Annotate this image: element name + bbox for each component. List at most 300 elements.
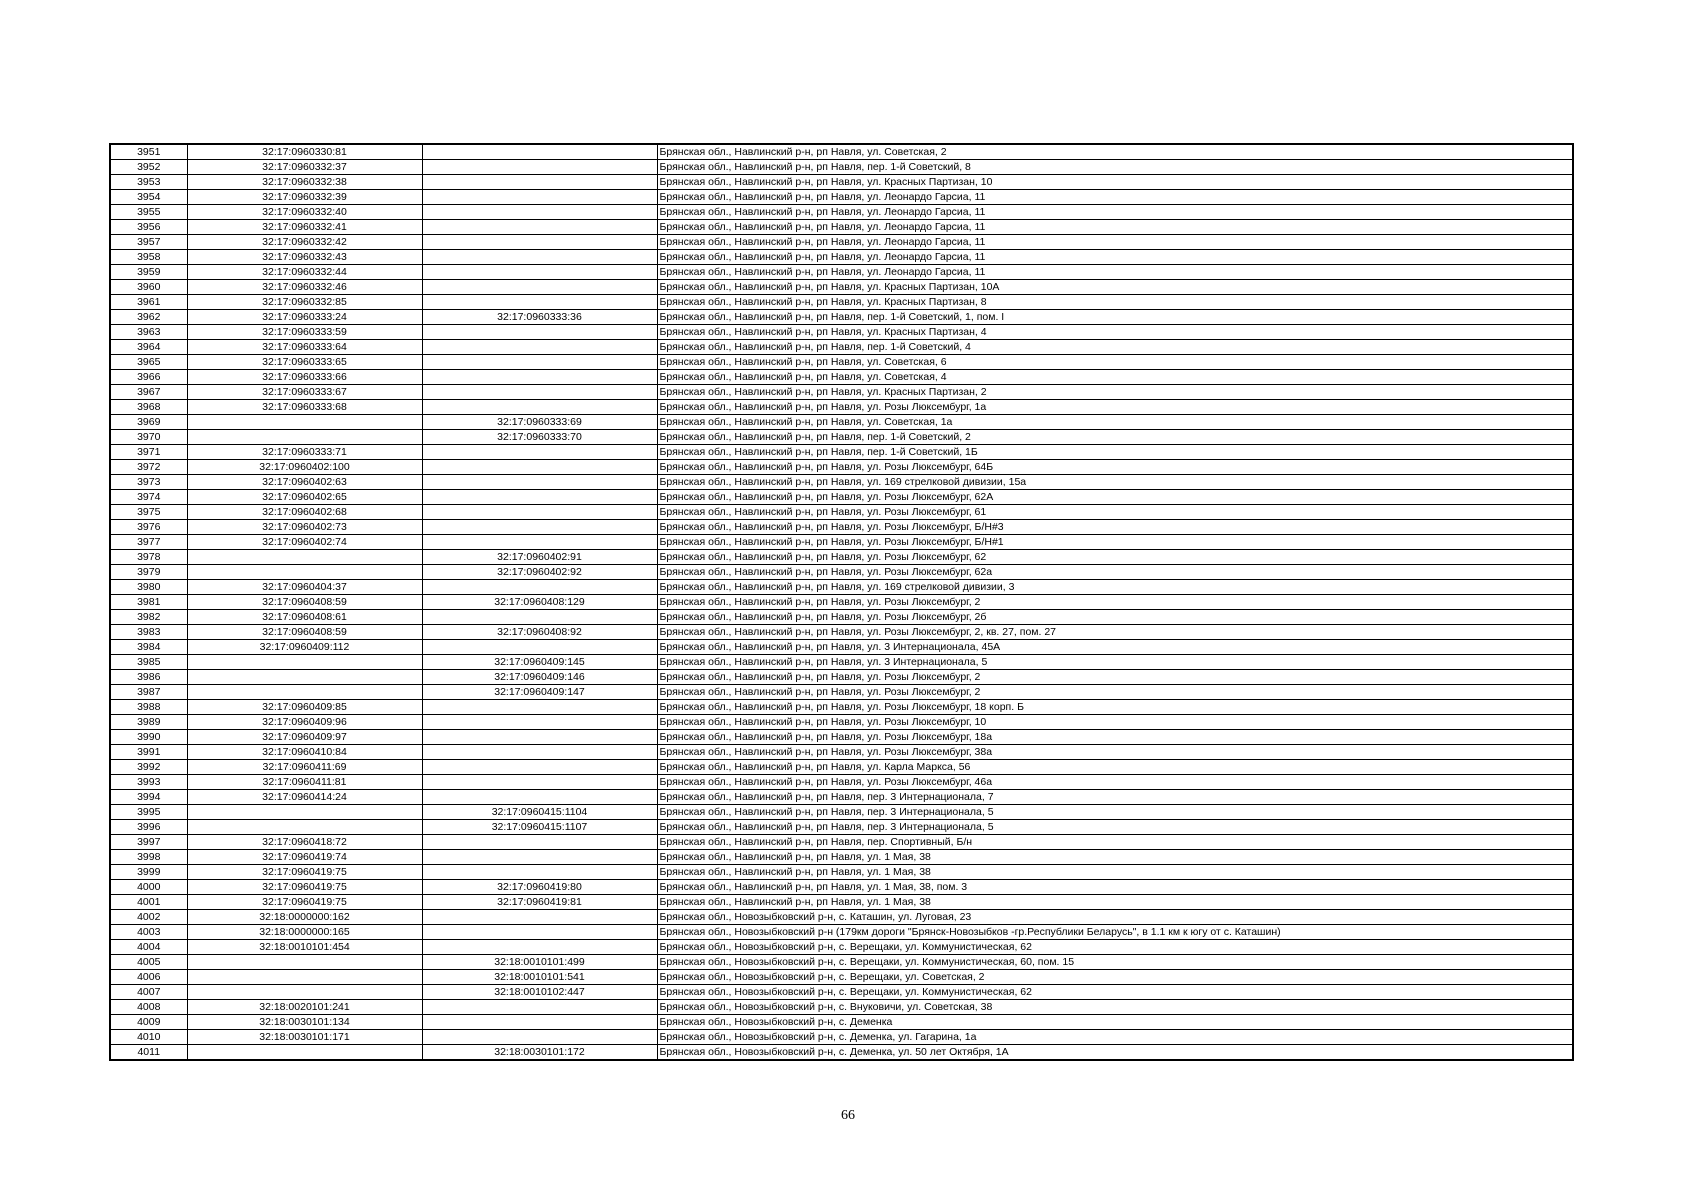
linked-cadastral-number-cell <box>422 325 657 340</box>
cadastral-number-cell: 32:17:0960409:96 <box>187 715 422 730</box>
cadastral-number-cell: 32:17:0960404:37 <box>187 580 422 595</box>
cadastral-number-cell: 32:18:0000000:165 <box>187 925 422 940</box>
table-row <box>110 175 1573 190</box>
linked-cadastral-number-cell <box>422 265 657 280</box>
row-number-cell: 3971 <box>110 445 187 460</box>
table-row <box>110 760 1573 775</box>
row-number-cell: 3964 <box>110 340 187 355</box>
address-cell: Брянская обл., Новозыбковский р-н, с. Каташин, ул. Луговая, 23 <box>657 910 1573 925</box>
table-row <box>110 970 1573 985</box>
linked-cadastral-number-cell: 32:17:0960333:70 <box>422 430 657 445</box>
table-row <box>110 835 1573 850</box>
linked-cadastral-number-cell <box>422 730 657 745</box>
cadastral-number-cell: 32:17:0960333:24 <box>187 310 422 325</box>
row-number-cell: 3966 <box>110 370 187 385</box>
table-row <box>110 520 1573 535</box>
address-cell: Брянская обл., Навлинский р-н, рп Навля, ул. Розы Люксембург, 62а <box>657 565 1573 580</box>
linked-cadastral-number-cell: 32:17:0960408:129 <box>422 595 657 610</box>
row-number-cell: 3958 <box>110 250 187 265</box>
row-number-cell: 3955 <box>110 205 187 220</box>
page-number: 66 <box>841 1108 855 1123</box>
row-number-cell: 3965 <box>110 355 187 370</box>
cadastral-number-cell: 32:17:0960333:67 <box>187 385 422 400</box>
row-number-cell: 3973 <box>110 475 187 490</box>
linked-cadastral-number-cell <box>422 235 657 250</box>
row-number-cell: 3987 <box>110 685 187 700</box>
cadastral-number-cell: 32:17:0960419:75 <box>187 865 422 880</box>
address-cell: Брянская обл., Навлинский р-н, рп Навля, ул. Розы Люксембург, 46а <box>657 775 1573 790</box>
cadastral-number-cell: 32:17:0960419:75 <box>187 880 422 895</box>
table-row <box>110 144 1573 160</box>
address-cell: Брянская обл., Новозыбковский р-н, с. Внуковичи, ул. Советская, 38 <box>657 1000 1573 1015</box>
table-row <box>110 325 1573 340</box>
row-number-cell: 3984 <box>110 640 187 655</box>
linked-cadastral-number-cell <box>422 940 657 955</box>
row-number-cell: 3954 <box>110 190 187 205</box>
linked-cadastral-number-cell: 32:17:0960419:81 <box>422 895 657 910</box>
cadastral-number-cell <box>187 985 422 1000</box>
row-number-cell: 3968 <box>110 400 187 415</box>
cadastral-number-cell <box>187 655 422 670</box>
linked-cadastral-number-cell: 32:18:0010101:499 <box>422 955 657 970</box>
address-cell: Брянская обл., Навлинский р-н, рп Навля, ул. Леонардо Гарсиа, 11 <box>657 220 1573 235</box>
address-cell: Брянская обл., Навлинский р-н, рп Навля, ул. Розы Люксембург, 2, кв. 27, пом. 27 <box>657 625 1573 640</box>
row-number-cell: 4007 <box>110 985 187 1000</box>
linked-cadastral-number-cell <box>422 1000 657 1015</box>
table-row <box>110 775 1573 790</box>
cadastral-number-cell: 32:17:0960408:61 <box>187 610 422 625</box>
row-number-cell: 3990 <box>110 730 187 745</box>
linked-cadastral-number-cell <box>422 835 657 850</box>
linked-cadastral-number-cell <box>422 445 657 460</box>
linked-cadastral-number-cell <box>422 925 657 940</box>
address-cell: Брянская обл., Новозыбковский р-н, с. Верещаки, ул. Коммунистическая, 60, пом. 15 <box>657 955 1573 970</box>
address-cell: Брянская обл., Навлинский р-н, рп Навля, ул. Советская, 4 <box>657 370 1573 385</box>
cadastral-number-cell <box>187 1045 422 1061</box>
cadastral-number-cell: 32:18:0010101:454 <box>187 940 422 955</box>
cadastral-number-cell: 32:17:0960333:71 <box>187 445 422 460</box>
table-row <box>110 700 1573 715</box>
address-cell: Брянская обл., Навлинский р-н, рп Навля, ул. Советская, 6 <box>657 355 1573 370</box>
table-row <box>110 940 1573 955</box>
row-number-cell: 3976 <box>110 520 187 535</box>
linked-cadastral-number-cell <box>422 490 657 505</box>
address-cell: Брянская обл., Навлинский р-н, рп Навля, ул. 3 Интернационала, 45А <box>657 640 1573 655</box>
table-row <box>110 985 1573 1000</box>
row-number-cell: 3972 <box>110 460 187 475</box>
cadastral-number-cell: 32:17:0960409:85 <box>187 700 422 715</box>
linked-cadastral-number-cell <box>422 340 657 355</box>
registry-table-body <box>110 144 1573 1060</box>
table-row <box>110 730 1573 745</box>
table-row <box>110 640 1573 655</box>
linked-cadastral-number-cell <box>422 460 657 475</box>
table-row <box>110 805 1573 820</box>
address-cell: Брянская обл., Навлинский р-н, рп Навля, ул. 3 Интернационала, 5 <box>657 655 1573 670</box>
cadastral-number-cell <box>187 565 422 580</box>
cadastral-number-cell: 32:17:0960332:37 <box>187 160 422 175</box>
linked-cadastral-number-cell <box>422 144 657 160</box>
address-cell: Брянская обл., Навлинский р-н, рп Навля, ул. Розы Люксембург, 62 <box>657 550 1573 565</box>
row-number-cell: 4001 <box>110 895 187 910</box>
address-cell: Брянская обл., Навлинский р-н, рп Навля, ул. Розы Люксембург, 61 <box>657 505 1573 520</box>
row-number-cell: 3956 <box>110 220 187 235</box>
row-number-cell: 3960 <box>110 280 187 295</box>
cadastral-number-cell: 32:17:0960332:85 <box>187 295 422 310</box>
cadastral-number-cell: 32:17:0960414:24 <box>187 790 422 805</box>
cadastral-number-cell: 32:18:0000000:162 <box>187 910 422 925</box>
address-cell: Брянская обл., Навлинский р-н, рп Навля, ул. 1 Мая, 38 <box>657 850 1573 865</box>
row-number-cell: 3975 <box>110 505 187 520</box>
table-row <box>110 610 1573 625</box>
row-number-cell: 3998 <box>110 850 187 865</box>
cadastral-number-cell: 32:17:0960402:74 <box>187 535 422 550</box>
cadastral-number-cell: 32:17:0960418:72 <box>187 835 422 850</box>
row-number-cell: 4010 <box>110 1030 187 1045</box>
table-row <box>110 745 1573 760</box>
table-row <box>110 595 1573 610</box>
cadastral-number-cell: 32:17:0960332:39 <box>187 190 422 205</box>
table-row <box>110 1030 1573 1045</box>
cadastral-number-cell: 32:17:0960332:43 <box>187 250 422 265</box>
address-cell: Брянская обл., Навлинский р-н, рп Навля, ул. Розы Люксембург, 38а <box>657 745 1573 760</box>
linked-cadastral-number-cell: 32:17:0960419:80 <box>422 880 657 895</box>
cadastral-number-cell: 32:17:0960332:44 <box>187 265 422 280</box>
linked-cadastral-number-cell: 32:17:0960415:1107 <box>422 820 657 835</box>
address-cell: Брянская обл., Навлинский р-н, рп Навля, ул. 1 Мая, 38, пом. 3 <box>657 880 1573 895</box>
address-cell: Брянская обл., Навлинский р-н, рп Навля, ул. Розы Люксембург, 10 <box>657 715 1573 730</box>
address-cell: Брянская обл., Навлинский р-н, рп Навля, ул. Красных Партизан, 8 <box>657 295 1573 310</box>
table-row <box>110 580 1573 595</box>
linked-cadastral-number-cell <box>422 385 657 400</box>
cadastral-number-cell <box>187 415 422 430</box>
cadastral-number-cell <box>187 820 422 835</box>
linked-cadastral-number-cell <box>422 775 657 790</box>
table-row <box>110 310 1573 325</box>
address-cell: Брянская обл., Навлинский р-н, рп Навля, ул. Красных Партизан, 4 <box>657 325 1573 340</box>
row-number-cell: 4002 <box>110 910 187 925</box>
row-number-cell: 3951 <box>110 144 187 160</box>
row-number-cell: 3969 <box>110 415 187 430</box>
address-cell: Брянская обл., Навлинский р-н, рп Навля, пер. 1-й Советский, 1Б <box>657 445 1573 460</box>
cadastral-number-cell: 32:17:0960402:100 <box>187 460 422 475</box>
cadastral-number-cell <box>187 670 422 685</box>
address-cell: Брянская обл., Навлинский р-н, рп Навля, ул. Красных Партизан, 10 <box>657 175 1573 190</box>
address-cell: Брянская обл., Навлинский р-н, рп Навля, ул. 169 стрелковой дивизии, 15а <box>657 475 1573 490</box>
linked-cadastral-number-cell <box>422 700 657 715</box>
cadastral-number-cell: 32:17:0960332:42 <box>187 235 422 250</box>
linked-cadastral-number-cell <box>422 715 657 730</box>
linked-cadastral-number-cell <box>422 220 657 235</box>
linked-cadastral-number-cell: 32:18:0010102:447 <box>422 985 657 1000</box>
address-cell: Брянская обл., Навлинский р-н, рп Навля, ул. Леонардо Гарсиа, 11 <box>657 190 1573 205</box>
cadastral-number-cell: 32:17:0960402:63 <box>187 475 422 490</box>
row-number-cell: 3992 <box>110 760 187 775</box>
row-number-cell: 3999 <box>110 865 187 880</box>
table-row <box>110 445 1573 460</box>
address-cell: Брянская обл., Навлинский р-н, рп Навля, ул. Советская, 2 <box>657 144 1573 160</box>
table-row <box>110 370 1573 385</box>
table-row <box>110 955 1573 970</box>
row-number-cell: 4003 <box>110 925 187 940</box>
address-cell: Брянская обл., Навлинский р-н, рп Навля, ул. Красных Партизан, 10А <box>657 280 1573 295</box>
row-number-cell: 3981 <box>110 595 187 610</box>
table-row <box>110 685 1573 700</box>
address-cell: Брянская обл., Навлинский р-н, рп Навля, пер. Спортивный, Б/н <box>657 835 1573 850</box>
table-row <box>110 550 1573 565</box>
table-row <box>110 460 1573 475</box>
linked-cadastral-number-cell <box>422 535 657 550</box>
row-number-cell: 3994 <box>110 790 187 805</box>
cadastral-number-cell: 32:17:0960409:112 <box>187 640 422 655</box>
table-row <box>110 565 1573 580</box>
table-row <box>110 250 1573 265</box>
row-number-cell: 3991 <box>110 745 187 760</box>
cadastral-number-cell: 32:17:0960332:46 <box>187 280 422 295</box>
cadastral-number-cell: 32:17:0960411:81 <box>187 775 422 790</box>
row-number-cell: 4005 <box>110 955 187 970</box>
address-cell: Брянская обл., Навлинский р-н, рп Навля, ул. Леонардо Гарсиа, 11 <box>657 205 1573 220</box>
table-row <box>110 280 1573 295</box>
cadastral-number-cell <box>187 970 422 985</box>
cadastral-number-cell <box>187 550 422 565</box>
linked-cadastral-number-cell <box>422 205 657 220</box>
address-cell: Брянская обл., Навлинский р-н, рп Навля, ул. Леонардо Гарсиа, 11 <box>657 265 1573 280</box>
linked-cadastral-number-cell <box>422 160 657 175</box>
cadastral-number-cell: 32:17:0960333:66 <box>187 370 422 385</box>
row-number-cell: 3988 <box>110 700 187 715</box>
linked-cadastral-number-cell: 32:18:0010101:541 <box>422 970 657 985</box>
cadastral-number-cell: 32:17:0960333:59 <box>187 325 422 340</box>
cadastral-number-cell: 32:18:0030101:134 <box>187 1015 422 1030</box>
cadastral-number-cell: 32:17:0960402:73 <box>187 520 422 535</box>
table-row <box>110 235 1573 250</box>
row-number-cell: 3986 <box>110 670 187 685</box>
row-number-cell: 3983 <box>110 625 187 640</box>
address-cell: Брянская обл., Новозыбковский р-н (179км дороги "Брянск-Новозыбков -гр.Республики Беларусь", в 1.1 км к югу от с. Каташин) <box>657 925 1573 940</box>
table-row <box>110 340 1573 355</box>
linked-cadastral-number-cell <box>422 760 657 775</box>
address-cell: Брянская обл., Навлинский р-н, рп Навля, ул. Розы Люксембург, 1а <box>657 400 1573 415</box>
address-cell: Брянская обл., Навлинский р-н, рп Навля, ул. Розы Люксембург, Б/Н#1 <box>657 535 1573 550</box>
row-number-cell: 3997 <box>110 835 187 850</box>
table-row <box>110 1045 1573 1061</box>
cadastral-number-cell: 32:17:0960332:40 <box>187 205 422 220</box>
cadastral-number-cell: 32:18:0030101:171 <box>187 1030 422 1045</box>
row-number-cell: 3970 <box>110 430 187 445</box>
table-row <box>110 865 1573 880</box>
row-number-cell: 4000 <box>110 880 187 895</box>
cadastral-number-cell: 32:17:0960402:65 <box>187 490 422 505</box>
linked-cadastral-number-cell <box>422 280 657 295</box>
address-cell: Брянская обл., Навлинский р-н, рп Навля, ул. Розы Люксембург, 2б <box>657 610 1573 625</box>
linked-cadastral-number-cell: 32:17:0960408:92 <box>422 625 657 640</box>
address-cell: Брянская обл., Новозыбковский р-н, с. Верещаки, ул. Коммунистическая, 62 <box>657 985 1573 1000</box>
cadastral-number-cell: 32:17:0960333:64 <box>187 340 422 355</box>
table-row <box>110 160 1573 175</box>
linked-cadastral-number-cell <box>422 520 657 535</box>
linked-cadastral-number-cell: 32:17:0960409:145 <box>422 655 657 670</box>
address-cell: Брянская обл., Навлинский р-н, рп Навля, ул. Розы Люксембург, 2 <box>657 670 1573 685</box>
row-number-cell: 3996 <box>110 820 187 835</box>
table-row <box>110 850 1573 865</box>
cadastral-number-cell: 32:17:0960419:75 <box>187 895 422 910</box>
cadastral-number-cell: 32:17:0960330:81 <box>187 144 422 160</box>
address-cell: Брянская обл., Навлинский р-н, рп Навля, пер. 1-й Советский, 1, пом. I <box>657 310 1573 325</box>
cadastral-number-cell: 32:17:0960402:68 <box>187 505 422 520</box>
row-number-cell: 3989 <box>110 715 187 730</box>
linked-cadastral-number-cell: 32:17:0960409:146 <box>422 670 657 685</box>
address-cell: Брянская обл., Навлинский р-н, рп Навля, ул. Леонардо Гарсиа, 11 <box>657 250 1573 265</box>
row-number-cell: 4009 <box>110 1015 187 1030</box>
address-cell: Брянская обл., Навлинский р-н, рп Навля, пер. 3 Интернационала, 5 <box>657 805 1573 820</box>
row-number-cell: 4011 <box>110 1045 187 1061</box>
linked-cadastral-number-cell <box>422 910 657 925</box>
linked-cadastral-number-cell <box>422 610 657 625</box>
row-number-cell: 4008 <box>110 1000 187 1015</box>
row-number-cell: 3979 <box>110 565 187 580</box>
row-number-cell: 4004 <box>110 940 187 955</box>
address-cell: Брянская обл., Новозыбковский р-н, с. Деменка, ул. Гагарина, 1а <box>657 1030 1573 1045</box>
address-cell: Брянская обл., Навлинский р-н, рп Навля, ул. Розы Люксембург, 18 корп. Б <box>657 700 1573 715</box>
linked-cadastral-number-cell: 32:17:0960333:69 <box>422 415 657 430</box>
table-row <box>110 205 1573 220</box>
table-row <box>110 265 1573 280</box>
row-number-cell: 3961 <box>110 295 187 310</box>
linked-cadastral-number-cell: 32:17:0960415:1104 <box>422 805 657 820</box>
row-number-cell: 4006 <box>110 970 187 985</box>
address-cell: Брянская обл., Навлинский р-н, рп Навля, пер. 1-й Советский, 8 <box>657 160 1573 175</box>
cadastral-number-cell: 32:17:0960333:68 <box>187 400 422 415</box>
row-number-cell: 3978 <box>110 550 187 565</box>
address-cell: Брянская обл., Навлинский р-н, рп Навля, ул. 1 Мая, 38 <box>657 895 1573 910</box>
linked-cadastral-number-cell <box>422 790 657 805</box>
linked-cadastral-number-cell <box>422 400 657 415</box>
table-row <box>110 625 1573 640</box>
linked-cadastral-number-cell: 32:17:0960402:92 <box>422 565 657 580</box>
cadastral-number-cell <box>187 955 422 970</box>
row-number-cell: 3952 <box>110 160 187 175</box>
row-number-cell: 3962 <box>110 310 187 325</box>
row-number-cell: 3995 <box>110 805 187 820</box>
table-row <box>110 355 1573 370</box>
row-number-cell: 3967 <box>110 385 187 400</box>
linked-cadastral-number-cell <box>422 640 657 655</box>
address-cell: Брянская обл., Навлинский р-н, рп Навля, ул. 169 стрелковой дивизии, 3 <box>657 580 1573 595</box>
row-number-cell: 3974 <box>110 490 187 505</box>
table-row <box>110 190 1573 205</box>
table-row <box>110 490 1573 505</box>
address-cell: Брянская обл., Навлинский р-н, рп Навля, ул. Розы Люксембург, 2 <box>657 685 1573 700</box>
cadastral-number-cell: 32:17:0960332:38 <box>187 175 422 190</box>
linked-cadastral-number-cell <box>422 1015 657 1030</box>
cadastral-number-cell: 32:17:0960411:69 <box>187 760 422 775</box>
cadastral-number-cell: 32:17:0960409:97 <box>187 730 422 745</box>
table-row <box>110 820 1573 835</box>
linked-cadastral-number-cell <box>422 295 657 310</box>
address-cell: Брянская обл., Навлинский р-н, рп Навля, ул. Советская, 1а <box>657 415 1573 430</box>
row-number-cell: 3977 <box>110 535 187 550</box>
cadastral-number-cell <box>187 805 422 820</box>
table-row <box>110 295 1573 310</box>
table-row <box>110 385 1573 400</box>
cadastral-number-cell <box>187 430 422 445</box>
row-number-cell: 3980 <box>110 580 187 595</box>
linked-cadastral-number-cell <box>422 370 657 385</box>
address-cell: Брянская обл., Навлинский р-н, рп Навля, ул. Розы Люксембург, Б/Н#3 <box>657 520 1573 535</box>
row-number-cell: 3953 <box>110 175 187 190</box>
row-number-cell: 3963 <box>110 325 187 340</box>
row-number-cell: 3993 <box>110 775 187 790</box>
address-cell: Брянская обл., Навлинский р-н, рп Навля, пер. 3 Интернационала, 7 <box>657 790 1573 805</box>
cadastral-number-cell: 32:17:0960410:84 <box>187 745 422 760</box>
property-registry-table <box>109 143 1574 1061</box>
table-row <box>110 415 1573 430</box>
table-row <box>110 925 1573 940</box>
address-cell: Брянская обл., Навлинский р-н, рп Навля, ул. Розы Люксембург, 2 <box>657 595 1573 610</box>
address-cell: Брянская обл., Навлинский р-н, рп Навля, ул. Розы Люксембург, 62А <box>657 490 1573 505</box>
address-cell: Брянская обл., Навлинский р-н, рп Навля, ул. Красных Партизан, 2 <box>657 385 1573 400</box>
linked-cadastral-number-cell <box>422 475 657 490</box>
linked-cadastral-number-cell: 32:18:0030101:172 <box>422 1045 657 1061</box>
linked-cadastral-number-cell <box>422 1030 657 1045</box>
linked-cadastral-number-cell <box>422 580 657 595</box>
table-row <box>110 670 1573 685</box>
table-row <box>110 505 1573 520</box>
linked-cadastral-number-cell <box>422 175 657 190</box>
linked-cadastral-number-cell: 32:17:0960409:147 <box>422 685 657 700</box>
address-cell: Брянская обл., Навлинский р-н, рп Навля, пер. 1-й Советский, 4 <box>657 340 1573 355</box>
table-row <box>110 880 1573 895</box>
row-number-cell: 3959 <box>110 265 187 280</box>
linked-cadastral-number-cell <box>422 250 657 265</box>
table-row <box>110 655 1573 670</box>
address-cell: Брянская обл., Навлинский р-н, рп Навля, ул. Карла Маркса, 56 <box>657 760 1573 775</box>
row-number-cell: 3985 <box>110 655 187 670</box>
address-cell: Брянская обл., Навлинский р-н, рп Навля, ул. Розы Люксембург, 64Б <box>657 460 1573 475</box>
table-row <box>110 220 1573 235</box>
table-row <box>110 400 1573 415</box>
address-cell: Брянская обл., Новозыбковский р-н, с. Верещаки, ул. Коммунистическая, 62 <box>657 940 1573 955</box>
cadastral-number-cell: 32:17:0960333:65 <box>187 355 422 370</box>
cadastral-number-cell: 32:17:0960332:41 <box>187 220 422 235</box>
cadastral-number-cell: 32:17:0960419:74 <box>187 850 422 865</box>
table-row <box>110 790 1573 805</box>
linked-cadastral-number-cell <box>422 355 657 370</box>
linked-cadastral-number-cell <box>422 865 657 880</box>
cadastral-number-cell: 32:17:0960408:59 <box>187 595 422 610</box>
linked-cadastral-number-cell <box>422 505 657 520</box>
address-cell: Брянская обл., Навлинский р-н, рп Навля, ул. Леонардо Гарсиа, 11 <box>657 235 1573 250</box>
table-row <box>110 895 1573 910</box>
address-cell: Брянская обл., Новозыбковский р-н, с. Верещаки, ул. Советская, 2 <box>657 970 1573 985</box>
cadastral-number-cell: 32:18:0020101:241 <box>187 1000 422 1015</box>
cadastral-number-cell: 32:17:0960408:59 <box>187 625 422 640</box>
linked-cadastral-number-cell: 32:17:0960402:91 <box>422 550 657 565</box>
table-row <box>110 430 1573 445</box>
linked-cadastral-number-cell <box>422 850 657 865</box>
address-cell: Брянская обл., Навлинский р-н, рп Навля, ул. Розы Люксембург, 18а <box>657 730 1573 745</box>
table-row <box>110 535 1573 550</box>
address-cell: Брянская обл., Навлинский р-н, рп Навля, пер. 1-й Советский, 2 <box>657 430 1573 445</box>
linked-cadastral-number-cell: 32:17:0960333:36 <box>422 310 657 325</box>
table-row <box>110 1015 1573 1030</box>
address-cell: Брянская обл., Навлинский р-н, рп Навля, ул. 1 Мая, 38 <box>657 865 1573 880</box>
table-row <box>110 715 1573 730</box>
linked-cadastral-number-cell <box>422 745 657 760</box>
address-cell: Брянская обл., Навлинский р-н, рп Навля, пер. 3 Интернационала, 5 <box>657 820 1573 835</box>
address-cell: Брянская обл., Новозыбковский р-н, с. Деменка <box>657 1015 1573 1030</box>
